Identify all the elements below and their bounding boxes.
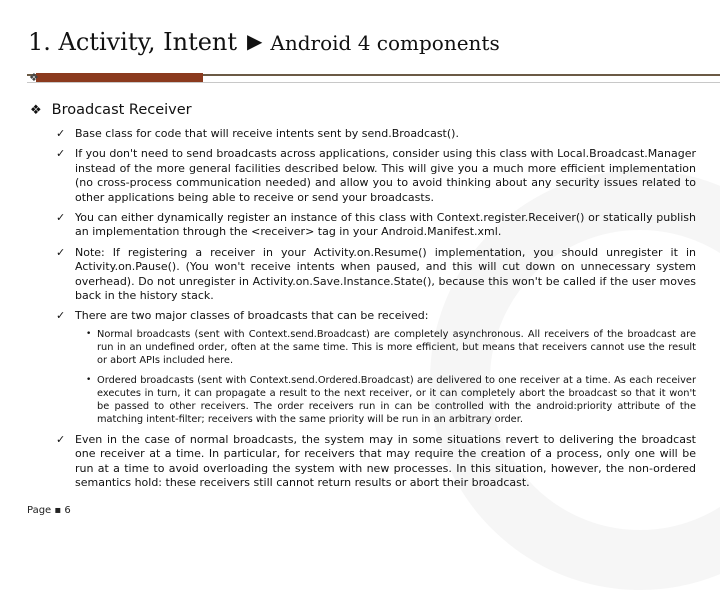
list-item-text: If you don't need to send broadcasts across applications, consider using this class with Local.Broadcast.Manager instead of the more general facilities described below. This will give you a much more efficient implementation (no cross-process communication needed) and allow you to avoid thinking about any security issues related to other applications being able to receive or send your broadcasts.: [75, 147, 696, 204]
bullet-dot-icon: •: [86, 374, 92, 385]
play-arrow-icon: ▶: [247, 29, 263, 53]
list-item-text: Base class for code that will receive intents sent by send.Broadcast().: [75, 127, 459, 140]
checkmark-icon: ✓: [56, 245, 66, 259]
sub-list-item: [86, 374, 696, 426]
list-item-text: Even in the case of normal broadcasts, the system may in some situations revert to delivering the broadcast one receiver at a time. In particular, for receivers that may require the creation of a process, only one will be run at a time to avoid overloading the system with new processes. In this situation, however, the non-ordered semantics hold: these receivers still cannot return results or abort their broadcast.: [75, 432, 696, 490]
page-number: Page ▪ 6: [27, 505, 71, 516]
section-heading-text: Broadcast Receiver: [51, 102, 192, 118]
slide-title-main: 1. Activity, Intent: [28, 28, 238, 56]
list-item: [56, 127, 696, 141]
checkmark-icon: ✓: [56, 309, 66, 323]
sub-list-item: [86, 328, 696, 367]
sub-list-item-text: Ordered broadcasts (sent with Context.send.Ordered.Broadcast) are delivered to one receiver at a time. As each receiver executes in turn, it can propagate a result to the next receiver, or it can completely abort the broadcast so that it won't be passed to other receivers. The order receivers run in can be controlled with the android:priority attribute of the matching intent-filter; receivers with the same priority will be run in an arbitrary order.: [97, 374, 696, 425]
bullet-list: [56, 127, 696, 491]
slide-title-subtitle: Android 4 components: [270, 31, 500, 55]
title-divider-thin: [27, 82, 720, 83]
diamond-bullet-icon: ❖: [30, 102, 42, 118]
checkmark-icon: ✓: [56, 432, 66, 446]
list-item: [56, 309, 696, 323]
slide-title: [28, 28, 500, 56]
divider-diamond-icon: ❖: [29, 71, 39, 84]
list-item-text: You can either dynamically register an instance of this class with Context.register.Receiver() or statically publish an implementation through the <receiver> tag in your Android.Manifest.xml.: [75, 211, 696, 239]
list-item-text: There are two major classes of broadcasts that can be received:: [75, 309, 429, 323]
list-item: [56, 211, 696, 240]
checkmark-icon: ✓: [56, 211, 66, 225]
title-divider-accent: [36, 73, 203, 82]
sub-bullet-list: [86, 328, 696, 426]
sub-list-item-text: Normal broadcasts (sent with Context.send.Broadcast) are completely asynchronous. All receivers of the broadcast are run in an undefined order, often at the same time. This is more efficient, but means that receivers cannot use the result or abort APIs included here.: [97, 328, 696, 366]
checkmark-icon: ✓: [56, 127, 66, 140]
list-item: [56, 433, 696, 491]
bullet-dot-icon: •: [86, 328, 92, 339]
list-item-text: Note: If registering a receiver in your Activity.on.Resume() implementation, you should unregister it in Activity.on.Pause(). (You won't receive intents when paused, and this will cut down on unnecessary system overhead). Do not unregister in Activity.on.Save.Instance.State(), because this won't be called if the user moves back in the history stack.: [75, 245, 696, 303]
list-item: [56, 147, 696, 205]
checkmark-icon: ✓: [56, 147, 66, 161]
section-heading: [30, 102, 192, 118]
list-item: [56, 246, 696, 304]
